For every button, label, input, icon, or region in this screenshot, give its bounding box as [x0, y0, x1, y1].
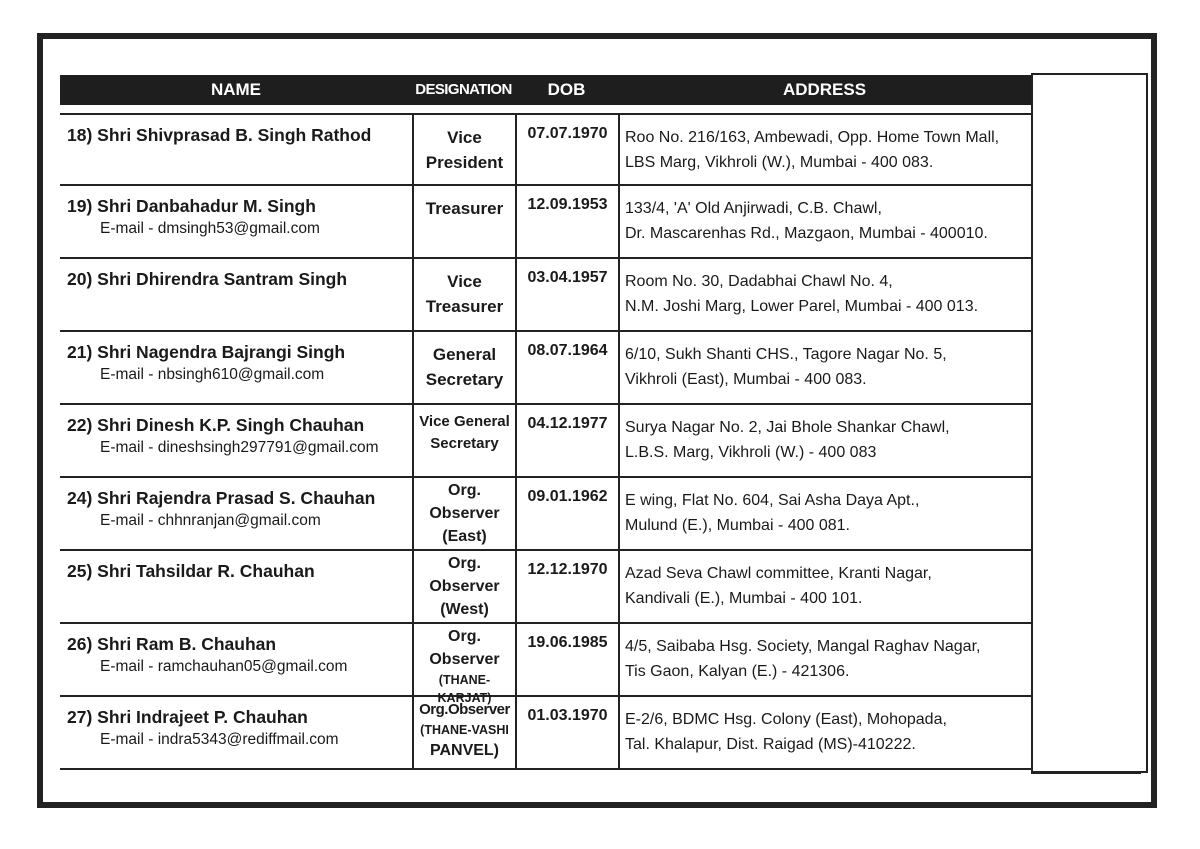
table-row	[60, 259, 1031, 332]
designation-line: PANVEL)	[429, 742, 500, 759]
member-name-cell	[60, 125, 412, 146]
designation-line: Org.	[448, 555, 481, 572]
member-designation	[414, 625, 515, 707]
member-dob: 04.12.1977	[527, 415, 608, 432]
designation-line: (West)	[440, 601, 489, 618]
member-dob: 03.04.1957	[527, 269, 608, 286]
member-name: 21) Shri Nagendra Bajrangi Singh	[67, 342, 346, 362]
member-name: 25) Shri Tahsildar R. Chauhan	[67, 561, 315, 581]
member-name-cell	[60, 561, 412, 582]
column-divider	[618, 476, 620, 551]
member-designation	[414, 698, 515, 762]
column-divider	[515, 113, 517, 186]
address-line: E wing, Flat No. 604, Sai Asha Daya Apt.,	[625, 492, 920, 509]
designation-line: Observer	[429, 505, 500, 522]
designation-line: Observer	[429, 578, 500, 595]
table-row	[60, 624, 1031, 705]
designation-line: (THANE-KARJAT)	[437, 673, 492, 705]
member-address	[625, 269, 1030, 319]
designation-line: Secretary	[430, 435, 499, 452]
member-name: 20) Shri Dhirendra Santram Singh	[67, 269, 348, 289]
member-name: 26) Shri Ram B. Chauhan	[67, 634, 277, 654]
header-name: NAME	[210, 80, 262, 99]
designation-line: Org.	[448, 482, 481, 499]
column-divider	[618, 257, 620, 332]
address-line: LBS Marg, Vikhroli (W.), Mumbai - 400 083.	[625, 154, 934, 171]
address-line: L.B.S. Marg, Vikhroli (W.) - 400 083	[625, 444, 877, 461]
table-row	[60, 405, 1031, 478]
member-dob: 01.03.1970	[527, 707, 608, 724]
address-line: 6/10, Sukh Shanti CHS., Tagore Nagar No. 5,	[625, 346, 947, 363]
designation-line: General	[432, 345, 497, 364]
address-line: E-2/6, BDMC Hsg. Colony (East), Mohopada,	[625, 711, 947, 728]
header-designation: DESIGNATION	[415, 81, 512, 98]
address-line: Tal. Khalapur, Dist. Raigad (MS)-410222.	[625, 736, 916, 753]
header-dob: DOB	[547, 80, 586, 99]
table-row	[60, 186, 1031, 259]
table-row	[60, 551, 1031, 624]
member-email: E-mail - indra5343@rediffmail.com	[100, 731, 339, 748]
member-email: E-mail - chhnranjan@gmail.com	[100, 512, 321, 529]
table-header	[60, 75, 1031, 105]
member-dob: 12.09.1953	[527, 196, 608, 213]
designation-line: Vice General	[419, 413, 510, 430]
member-name: 18) Shri Shivprasad B. Singh Rathod	[67, 125, 372, 145]
member-name-cell	[60, 196, 412, 238]
member-name-cell	[60, 707, 412, 749]
member-email: E-mail - dmsingh53@gmail.com	[100, 220, 320, 237]
address-line: Roo No. 216/163, Ambewadi, Opp. Home Town Mall,	[625, 129, 1000, 146]
member-dob: 19.06.1985	[527, 634, 608, 651]
address-line: Mulund (E.), Mumbai - 400 081.	[625, 517, 850, 534]
designation-line: (East)	[442, 528, 487, 545]
member-address	[625, 488, 1030, 538]
member-address	[625, 561, 1030, 611]
designation-line: Treasurer	[425, 297, 504, 316]
member-dob: 08.07.1964	[527, 342, 608, 359]
column-divider	[618, 184, 620, 259]
member-address	[625, 634, 1030, 684]
header-address: ADDRESS	[782, 80, 867, 99]
table-row	[60, 478, 1031, 551]
member-email: E-mail - nbsingh610@gmail.com	[100, 366, 325, 383]
member-name-cell	[60, 269, 412, 290]
member-email: E-mail - dineshsingh297791@gmail.com	[100, 439, 379, 456]
member-name-cell	[60, 415, 412, 457]
member-designation	[414, 552, 515, 621]
member-name-cell	[60, 634, 412, 676]
member-name: 19) Shri Danbahadur M. Singh	[67, 196, 316, 216]
member-designation	[414, 411, 515, 455]
designation-line: President	[425, 153, 504, 172]
column-divider	[618, 330, 620, 405]
member-designation	[414, 196, 515, 221]
member-designation	[414, 269, 515, 319]
address-line: Kandivali (E.), Mumbai - 400 101.	[625, 590, 863, 607]
designation-line: (THANE-VASHI	[420, 723, 509, 737]
address-line: Tis Gaon, Kalyan (E.) - 421306.	[625, 663, 850, 680]
column-divider	[618, 695, 620, 770]
table-row	[60, 697, 1031, 770]
member-table	[60, 113, 1031, 770]
member-name: 27) Shri Indrajeet P. Chauhan	[67, 707, 308, 727]
member-address	[625, 125, 1030, 175]
member-email: E-mail - ramchauhan05@gmail.com	[100, 658, 348, 675]
member-dob: 07.07.1970	[527, 125, 608, 142]
address-line: Dr. Mascarenhas Rd., Mazgaon, Mumbai - 400010.	[625, 225, 988, 242]
member-dob: 12.12.1970	[527, 561, 608, 578]
column-divider	[618, 113, 620, 186]
member-name-cell	[60, 342, 412, 384]
member-designation	[414, 125, 515, 175]
designation-line: Org.	[448, 628, 481, 645]
member-name-cell	[60, 488, 412, 530]
address-line: Surya Nagar No. 2, Jai Bhole Shankar Chawl,	[625, 419, 950, 436]
address-line: 4/5, Saibaba Hsg. Society, Mangal Raghav Nagar,	[625, 638, 981, 655]
member-address	[625, 342, 1030, 392]
member-address	[625, 707, 1030, 757]
address-line: Azad Seva Chawl committee, Kranti Nagar,	[625, 565, 932, 582]
column-divider	[618, 549, 620, 624]
photo-box-underline	[1031, 772, 1141, 774]
designation-line: Observer	[429, 651, 500, 668]
member-designation	[414, 479, 515, 548]
photo-box	[1031, 73, 1148, 773]
table-row	[60, 332, 1031, 405]
address-line: Room No. 30, Dadabhai Chawl No. 4,	[625, 273, 893, 290]
address-line: Vikhroli (East), Mumbai - 400 083.	[625, 371, 867, 388]
member-address	[625, 415, 1030, 465]
address-line: 133/4, 'A' Old Anjirwadi, C.B. Chawl,	[625, 200, 882, 217]
member-dob: 09.01.1962	[527, 488, 608, 505]
member-designation	[414, 342, 515, 392]
designation-line: Org.Observer	[419, 701, 510, 718]
member-name: 22) Shri Dinesh K.P. Singh Chauhan	[67, 415, 365, 435]
address-line: N.M. Joshi Marg, Lower Parel, Mumbai - 400 013.	[625, 298, 979, 315]
designation-line: Treasurer	[425, 199, 504, 218]
table-row	[60, 113, 1031, 186]
column-divider	[618, 622, 620, 697]
designation-line: Secretary	[425, 370, 504, 389]
member-address	[625, 196, 1030, 246]
designation-line: Vice	[447, 272, 482, 291]
column-divider	[618, 403, 620, 478]
member-name: 24) Shri Rajendra Prasad S. Chauhan	[67, 488, 376, 508]
designation-line: Vice	[447, 128, 482, 147]
